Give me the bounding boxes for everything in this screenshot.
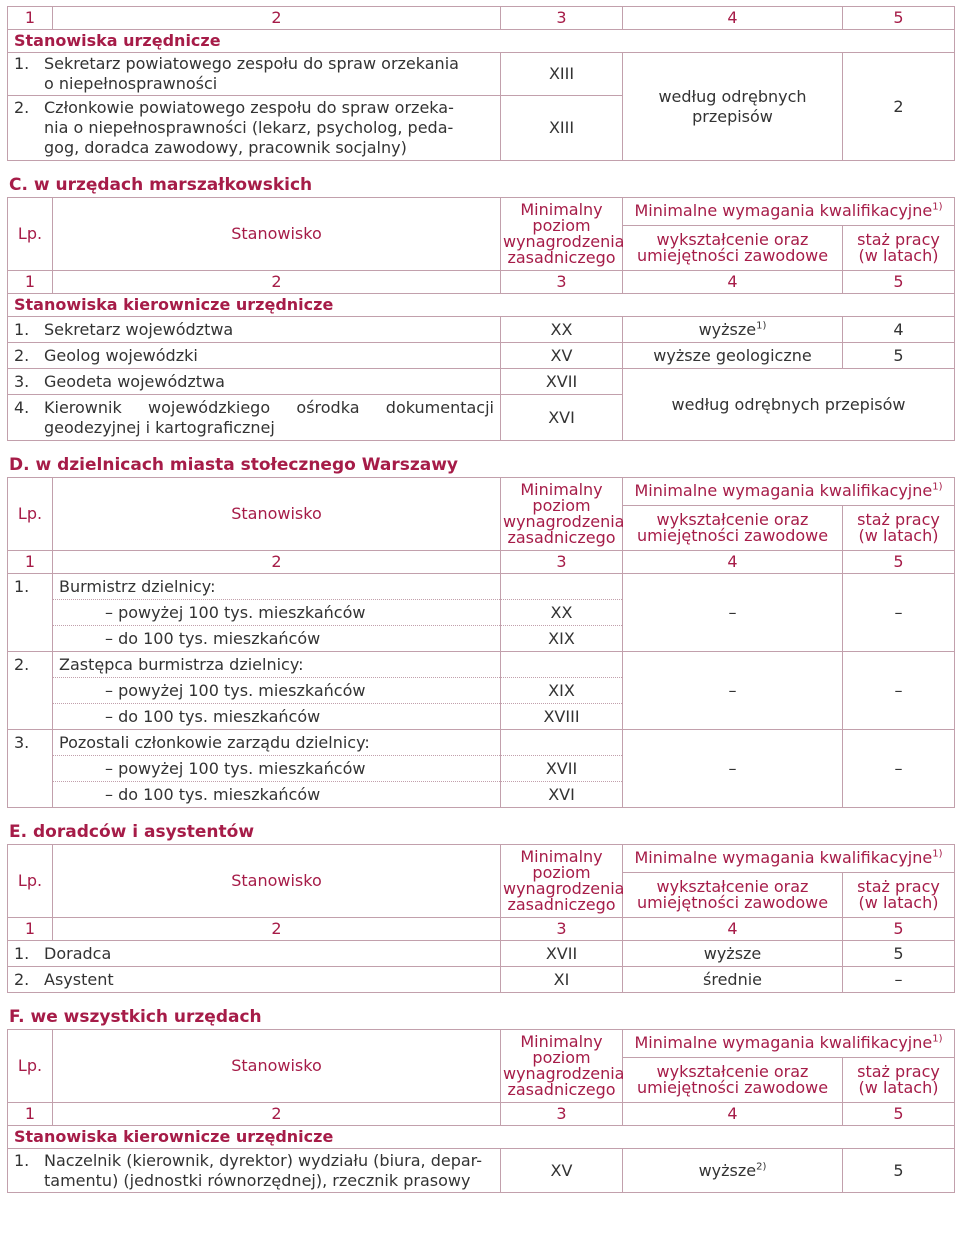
cell-text: Minimalne wymagania kwalifikacyjne: [634, 201, 933, 221]
table-row: [8, 53, 955, 96]
cell-text: Minimalny: [520, 200, 603, 219]
cell-text: Stanowisko: [53, 845, 501, 918]
cell-text: wynagrodzenia: [503, 1064, 625, 1083]
cell-text: wynagrodzenia: [503, 232, 625, 251]
table-row: [8, 652, 955, 678]
cell-text: XVII: [501, 369, 623, 395]
cell-text: XIII: [501, 53, 623, 96]
cell-text: staż pracy: [857, 1061, 940, 1081]
section-c-title: C. w urzędach marszałkowskich: [9, 175, 313, 195]
cell-text: XVII: [501, 756, 623, 782]
cell-text: 3.: [14, 371, 30, 391]
cell-text: 3: [501, 7, 623, 30]
cell-text: 1): [932, 1033, 943, 1045]
column-numbers-row: [8, 7, 955, 30]
cell-text: XI: [501, 967, 623, 993]
cell-text: umiejętności zawodowe: [636, 525, 829, 545]
cell-text: 2: [53, 7, 501, 30]
cell-text: – do 100 tys. mieszkańców: [105, 784, 321, 804]
table-row: [8, 1149, 955, 1193]
cell-text: Pozostali członkowie zarządu dzielnicy:: [53, 730, 501, 756]
cell-text: 1.: [14, 54, 30, 73]
cell-text: –: [843, 730, 955, 808]
cell-text: 5: [843, 551, 955, 574]
cell-text: Doradca: [44, 943, 112, 963]
table-row: [8, 967, 955, 993]
cell-text: – powyżej 100 tys. mieszkańców: [105, 758, 366, 778]
cell-text: 1): [932, 201, 943, 213]
cell-text: Minimalne wymagania kwalifikacyjne: [634, 481, 933, 501]
cell-text: Lp.: [8, 845, 53, 918]
cell-text: 4: [843, 317, 955, 343]
cell-text: wykształcenie oraz: [656, 876, 809, 896]
cell-text: 1): [756, 320, 767, 332]
cell-text: gog, doradca zawodowy, pracownik socjalny): [44, 138, 407, 157]
cell-text: zasadniczego: [507, 895, 616, 914]
cell-text: –: [623, 730, 843, 808]
cell-text: Geolog wojewódzki: [44, 345, 198, 365]
table-section-f: [7, 1029, 955, 1193]
cell-text: 2: [53, 1103, 501, 1126]
cell-text: poziom: [532, 216, 591, 235]
cell-text: XIX: [501, 626, 623, 652]
cell-text: 1: [8, 551, 53, 574]
cell-text: 4: [623, 918, 843, 941]
cell-text: wynagrodzenia: [503, 512, 625, 531]
cell-text: 1.: [14, 319, 30, 339]
table-section-c: [7, 197, 955, 441]
cell-text: Zastępca burmistrza dzielnicy:: [53, 652, 501, 678]
cell-text: 2.: [14, 345, 30, 365]
cell-text: XVI: [501, 395, 623, 441]
cell-text: 2: [53, 918, 501, 941]
cell-text: umiejętności zawodowe: [636, 245, 829, 265]
cell-text: 1.: [14, 1150, 30, 1170]
cell-text: Lp.: [8, 1030, 53, 1103]
cell-text: 4: [623, 271, 843, 294]
cell-text: 4: [623, 7, 843, 30]
cell-text: XX: [501, 600, 623, 626]
section-e-title: E. doradców i asystentów: [9, 822, 255, 842]
cell-text: 5: [843, 1149, 955, 1193]
cell-text: Naczelnik (kierownik, dyrektor) wydziału (biura, depar-: [44, 1150, 483, 1170]
cell-text: nia o niepełnosprawności (lekarz, psycholog, peda-: [44, 118, 454, 137]
cell-text: – powyżej 100 tys. mieszkańców: [105, 680, 366, 700]
table-row: [8, 574, 955, 600]
cell-text: 1: [8, 7, 53, 30]
cell-text: 1.: [14, 943, 30, 963]
table-row: [8, 941, 955, 967]
cell-text: staż pracy: [857, 229, 940, 249]
cell-text: 1: [8, 271, 53, 294]
cell-text: 2): [756, 1161, 767, 1173]
cell-text: wynagrodzenia: [503, 879, 625, 898]
section-d-title: D. w dzielnicach miasta stołecznego Warszawy: [9, 455, 458, 475]
header-row: [8, 198, 955, 226]
subheader-row: [8, 1126, 955, 1149]
cell-text: XVII: [501, 941, 623, 967]
cell-text: wyższe geologiczne: [623, 343, 843, 369]
cell-text: Asystent: [44, 969, 114, 989]
cell-text: Minimalne wymagania kwalifikacyjne: [634, 1033, 933, 1053]
column-numbers-row: [8, 1103, 955, 1126]
cell-text: 3.: [8, 730, 53, 756]
cell-text: 1: [8, 918, 53, 941]
table-row: [8, 343, 955, 369]
cell-text: Sekretarz województwa: [44, 319, 234, 339]
column-numbers-row: [8, 271, 955, 294]
cell-text: staż pracy: [857, 509, 940, 529]
cell-text: Stanowiska kierownicze urzędnicze: [8, 1126, 955, 1149]
column-numbers-row: [8, 918, 955, 941]
table-row: [8, 317, 955, 343]
cell-text: 1: [8, 1103, 53, 1126]
header-row: [8, 845, 955, 873]
column-numbers-row: [8, 551, 955, 574]
cell-text: umiejętności zawodowe: [636, 1077, 829, 1097]
cell-text: 4.: [14, 397, 30, 417]
cell-text: 3: [501, 918, 623, 941]
cell-text: (w latach): [858, 1077, 939, 1097]
cell-text: przepisów: [692, 106, 773, 126]
cell-text: umiejętności zawodowe: [636, 892, 829, 912]
cell-text: wyższe: [698, 1160, 757, 1180]
cell-text: 3: [501, 551, 623, 574]
cell-text: – do 100 tys. mieszkańców: [105, 628, 321, 648]
cell-text: XVIII: [501, 704, 623, 730]
cell-text: XVI: [501, 782, 623, 808]
table-row: [8, 369, 955, 395]
document-page: [7, 6, 954, 1193]
cell-text: zasadniczego: [507, 248, 616, 267]
cell-text: XV: [501, 1149, 623, 1193]
cell-text: 1): [932, 848, 943, 860]
cell-text: Minimalne wymagania kwalifikacyjne: [634, 848, 933, 868]
cell-text: 4: [623, 551, 843, 574]
cell-text: 5: [843, 271, 955, 294]
cell-text: 2: [53, 271, 501, 294]
cell-text: 2.: [8, 652, 53, 678]
cell-text: 5: [843, 918, 955, 941]
cell-text: wykształcenie oraz: [656, 1061, 809, 1081]
cell-text: Burmistrz dzielnicy:: [53, 574, 501, 600]
cell-text: wykształcenie oraz: [656, 509, 809, 529]
cell-text: XX: [501, 317, 623, 343]
cell-text: –: [843, 967, 955, 993]
cell-text: Stanowiska kierownicze urzędnicze: [8, 294, 955, 317]
cell-text: 5: [843, 343, 955, 369]
cell-text: 1): [932, 481, 943, 493]
cell-text: tamentu) (jednostki równorzędnej), rzecznik prasowy: [44, 1170, 471, 1190]
cell-text: Minimalny: [520, 480, 603, 499]
cell-text: według odrębnych przepisów: [623, 369, 955, 441]
cell-text: Minimalny: [520, 847, 603, 866]
cell-text: wyższe: [623, 941, 843, 967]
cell-text: (w latach): [858, 892, 939, 912]
cell-text: (w latach): [858, 245, 939, 265]
cell-text: poziom: [532, 496, 591, 515]
cell-text: XIX: [501, 678, 623, 704]
cell-text: – do 100 tys. mieszkańców: [105, 706, 321, 726]
cell-text: zasadniczego: [507, 1080, 616, 1099]
table-row: [8, 730, 955, 756]
table-section-d: [7, 477, 955, 808]
header-row: [8, 1030, 955, 1058]
cell-text: Lp.: [8, 478, 53, 551]
cell-text: 5: [843, 7, 955, 30]
cell-text: 5: [843, 941, 955, 967]
table-section-e: [7, 844, 955, 993]
table-section-b: [7, 6, 955, 161]
cell-text: XIII: [501, 96, 623, 161]
cell-text: wykształcenie oraz: [656, 229, 809, 249]
cell-text: 2: [53, 551, 501, 574]
cell-text: – powyżej 100 tys. mieszkańców: [105, 602, 366, 622]
subheader-row: [8, 294, 955, 317]
cell-text: –: [843, 652, 955, 730]
cell-text: Stanowiska urzędnicze: [8, 30, 955, 53]
cell-text: Minimalny: [520, 1032, 603, 1051]
cell-text: –: [623, 574, 843, 652]
cell-text: Geodeta województwa: [44, 371, 225, 391]
cell-text: poziom: [532, 863, 591, 882]
cell-text: Stanowisko: [53, 198, 501, 271]
cell-text: –: [843, 574, 955, 652]
cell-text: wyższe: [698, 319, 757, 339]
cell-text: o niepełnosprawności: [44, 74, 218, 93]
cell-text: XV: [501, 343, 623, 369]
cell-text: 3: [501, 1103, 623, 1126]
cell-text: staż pracy: [857, 876, 940, 896]
cell-text: Kierownik wojewódzkiego ośrodka dokumentacji: [44, 397, 494, 417]
cell-text: według odrębnych: [658, 86, 807, 106]
cell-text: 4: [623, 1103, 843, 1126]
cell-text: (w latach): [858, 525, 939, 545]
cell-text: 3: [501, 271, 623, 294]
cell-text: Lp.: [8, 198, 53, 271]
cell-text: 1.: [8, 574, 53, 600]
cell-text: Członkowie powiatowego zespołu do spraw orzeka-: [44, 98, 454, 117]
cell-text: Stanowisko: [53, 1030, 501, 1103]
cell-text: 2.: [14, 98, 30, 117]
cell-text: Stanowisko: [53, 478, 501, 551]
cell-text: 2.: [14, 969, 30, 989]
cell-text: –: [623, 652, 843, 730]
cell-text: Sekretarz powiatowego zespołu do spraw orzekania: [44, 54, 459, 73]
cell-text: 2: [843, 53, 955, 161]
cell-text: poziom: [532, 1048, 591, 1067]
subheader-row: [8, 30, 955, 53]
cell-text: zasadniczego: [507, 528, 616, 547]
cell-text: geodezyjnej i kartograficznej: [44, 417, 275, 437]
cell-text: 5: [843, 1103, 955, 1126]
section-f-title: F. we wszystkich urzędach: [9, 1007, 262, 1027]
cell-text: średnie: [623, 967, 843, 993]
header-row: [8, 478, 955, 506]
